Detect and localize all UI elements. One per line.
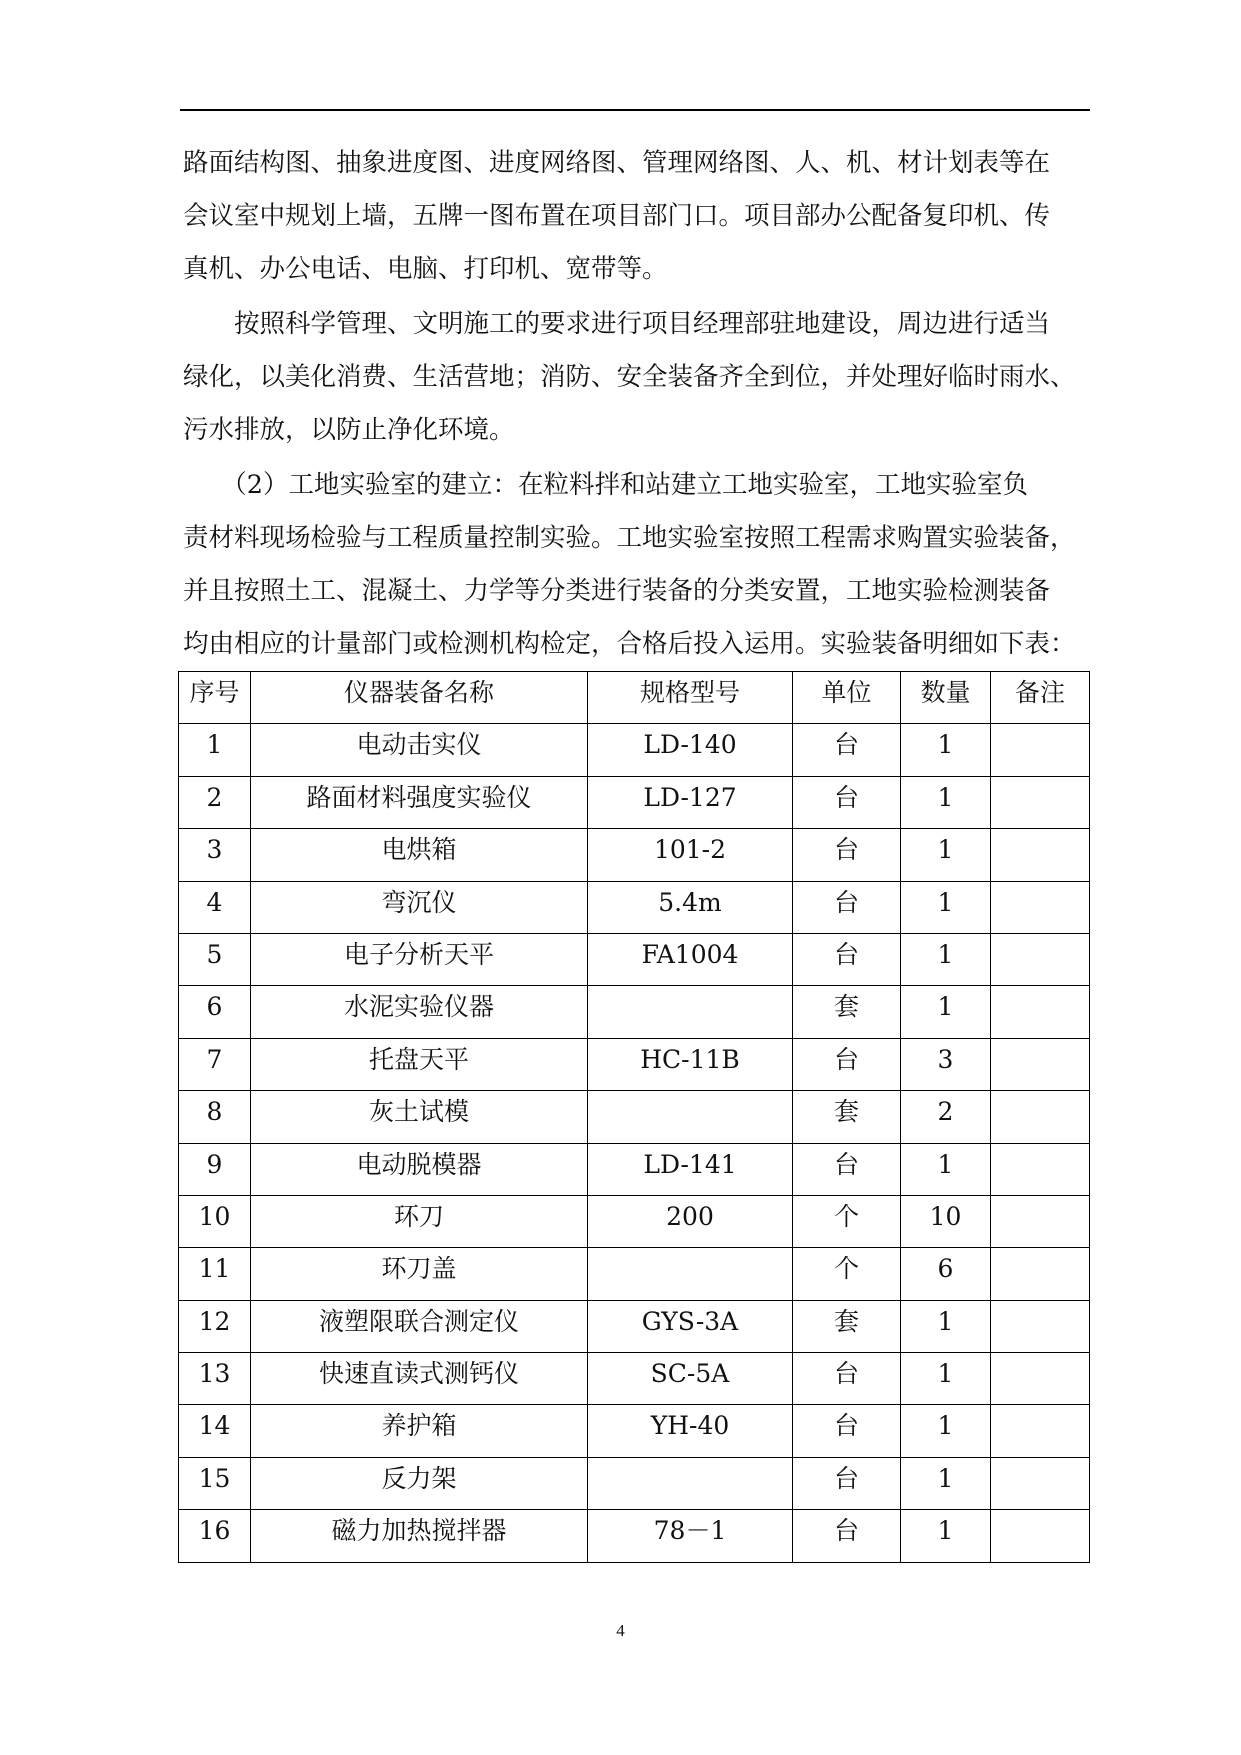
- header-qty: 数量: [901, 672, 991, 724]
- cell-qty: 1: [901, 881, 991, 933]
- cell-name: 灰土试模: [251, 1091, 588, 1143]
- cell-no: 8: [179, 1091, 251, 1143]
- cell-spec: [588, 1457, 793, 1509]
- paragraph-line: 均由相应的计量部门或检测机构检定，合格后投入运用。实验装备明细如下表：: [183, 629, 1076, 659]
- cell-name: 液塑限联合测定仪: [251, 1300, 588, 1352]
- cell-qty: 10: [901, 1195, 991, 1247]
- cell-note: [991, 986, 1090, 1038]
- cell-spec: [588, 1091, 793, 1143]
- cell-unit: 台: [793, 1038, 901, 1090]
- table-row: [179, 829, 1090, 881]
- cell-spec: LD-127: [588, 776, 793, 828]
- cell-name: 反力架: [251, 1457, 588, 1509]
- table-row: [179, 776, 1090, 828]
- cell-note: [991, 1300, 1090, 1352]
- cell-qty: 1: [901, 1510, 991, 1562]
- cell-name: 电动脱模器: [251, 1143, 588, 1195]
- cell-note: [991, 724, 1090, 776]
- cell-note: [991, 1457, 1090, 1509]
- cell-no: 12: [179, 1300, 251, 1352]
- table-row: [179, 1353, 1090, 1405]
- cell-spec: [588, 1248, 793, 1300]
- cell-no: 6: [179, 986, 251, 1038]
- cell-note: [991, 1353, 1090, 1405]
- paragraph-line: 会议室中规划上墙，五牌一图布置在项目部门口。项目部办公配备复印机、传: [183, 201, 1051, 231]
- cell-spec: LD-140: [588, 724, 793, 776]
- table-row: [179, 1405, 1090, 1457]
- cell-spec: 78－1: [588, 1510, 793, 1562]
- cell-unit: 套: [793, 986, 901, 1038]
- table-row: [179, 986, 1090, 1038]
- cell-spec: LD-141: [588, 1143, 793, 1195]
- cell-name: 托盘天平: [251, 1038, 588, 1090]
- cell-no: 10: [179, 1195, 251, 1247]
- cell-spec: GYS-3A: [588, 1300, 793, 1352]
- cell-spec: 200: [588, 1195, 793, 1247]
- cell-name: 路面材料强度实验仪: [251, 776, 588, 828]
- cell-qty: 2: [901, 1091, 991, 1143]
- cell-note: [991, 829, 1090, 881]
- table-row: [179, 1510, 1090, 1562]
- table-row: [179, 1038, 1090, 1090]
- cell-name: 水泥实验仪器: [251, 986, 588, 1038]
- cell-unit: 台: [793, 1405, 901, 1457]
- cell-note: [991, 1038, 1090, 1090]
- cell-unit: 台: [793, 933, 901, 985]
- paragraph-line: 责材料现场检验与工程质量控制实验。工地实验室按照工程需求购置实验装备，: [183, 523, 1076, 553]
- paragraph-1: [183, 137, 1088, 296]
- cell-no: 11: [179, 1248, 251, 1300]
- table-row: [179, 1143, 1090, 1195]
- table-row: [179, 1195, 1090, 1247]
- cell-note: [991, 1091, 1090, 1143]
- cell-no: 4: [179, 881, 251, 933]
- cell-qty: 1: [901, 1405, 991, 1457]
- cell-qty: 1: [901, 1300, 991, 1352]
- cell-note: [991, 881, 1090, 933]
- cell-unit: 台: [793, 1457, 901, 1509]
- paragraph-2: [183, 298, 1088, 457]
- paragraph-line: 污水排放，以防止净化环境。: [183, 415, 515, 445]
- cell-qty: 1: [901, 1457, 991, 1509]
- cell-note: [991, 933, 1090, 985]
- cell-no: 13: [179, 1353, 251, 1405]
- cell-unit: 套: [793, 1300, 901, 1352]
- table-row: [179, 1457, 1090, 1509]
- paragraph-line: （2）工地实验室的建立：在粒料拌和站建立工地实验室，工地实验室负: [183, 470, 1028, 500]
- cell-unit: 台: [793, 1143, 901, 1195]
- paragraph-line: 路面结构图、抽象进度图、进度网络图、管理网络图、人、机、材计划表等在: [183, 148, 1051, 178]
- paragraph-line: 按照科学管理、文明施工的要求进行项目经理部驻地建设，周边进行适当: [183, 309, 1051, 339]
- cell-no: 14: [179, 1405, 251, 1457]
- cell-name: 电动击实仪: [251, 724, 588, 776]
- cell-spec: FA1004: [588, 933, 793, 985]
- cell-no: 3: [179, 829, 251, 881]
- equipment-table: [178, 671, 1090, 1563]
- cell-name: 环刀盖: [251, 1248, 588, 1300]
- cell-note: [991, 1195, 1090, 1247]
- table-header-row: [179, 672, 1090, 724]
- cell-unit: 台: [793, 881, 901, 933]
- cell-name: 快速直读式测钙仪: [251, 1353, 588, 1405]
- paragraph-line: 真机、办公电话、电脑、打印机、宽带等。: [183, 254, 668, 284]
- cell-no: 5: [179, 933, 251, 985]
- cell-no: 1: [179, 724, 251, 776]
- cell-unit: 套: [793, 1091, 901, 1143]
- cell-unit: 个: [793, 1248, 901, 1300]
- cell-note: [991, 1510, 1090, 1562]
- cell-name: 磁力加热搅拌器: [251, 1510, 588, 1562]
- table-row: [179, 724, 1090, 776]
- paragraph-3: [183, 459, 1088, 671]
- cell-no: 16: [179, 1510, 251, 1562]
- cell-name: 弯沉仪: [251, 881, 588, 933]
- cell-qty: 1: [901, 829, 991, 881]
- cell-name: 养护箱: [251, 1405, 588, 1457]
- cell-qty: 1: [901, 1143, 991, 1195]
- table-row: [179, 881, 1090, 933]
- cell-qty: 1: [901, 933, 991, 985]
- cell-name: 电子分析天平: [251, 933, 588, 985]
- table-row: [179, 933, 1090, 985]
- table-row: [179, 1248, 1090, 1300]
- cell-qty: 1: [901, 776, 991, 828]
- cell-spec: YH-40: [588, 1405, 793, 1457]
- table-body: [179, 724, 1090, 1562]
- cell-note: [991, 1405, 1090, 1457]
- cell-qty: 1: [901, 986, 991, 1038]
- cell-qty: 1: [901, 1353, 991, 1405]
- cell-spec: 5.4m: [588, 881, 793, 933]
- cell-unit: 个: [793, 1195, 901, 1247]
- cell-name: 环刀: [251, 1195, 588, 1247]
- cell-note: [991, 1248, 1090, 1300]
- header-spec: 规格型号: [588, 672, 793, 724]
- table-row: [179, 1091, 1090, 1143]
- cell-no: 15: [179, 1457, 251, 1509]
- header-unit: 单位: [793, 672, 901, 724]
- cell-name: 电烘箱: [251, 829, 588, 881]
- cell-unit: 台: [793, 724, 901, 776]
- header-note: 备注: [991, 672, 1090, 724]
- cell-unit: 台: [793, 776, 901, 828]
- header-name: 仪器装备名称: [251, 672, 588, 724]
- paragraph-line: 并且按照土工、混凝土、力学等分类进行装备的分类安置，工地实验检测装备: [183, 576, 1051, 606]
- cell-spec: SC-5A: [588, 1353, 793, 1405]
- cell-no: 9: [179, 1143, 251, 1195]
- cell-unit: 台: [793, 1353, 901, 1405]
- cell-qty: 1: [901, 724, 991, 776]
- cell-note: [991, 1143, 1090, 1195]
- cell-no: 7: [179, 1038, 251, 1090]
- cell-unit: 台: [793, 829, 901, 881]
- paragraph-line: 绿化，以美化消费、生活营地；消防、安全装备齐全到位，并处理好临时雨水、: [183, 362, 1076, 392]
- table-row: [179, 1300, 1090, 1352]
- cell-no: 2: [179, 776, 251, 828]
- cell-spec: 101-2: [588, 829, 793, 881]
- cell-note: [991, 776, 1090, 828]
- page-number: 4: [616, 1621, 625, 1640]
- header-no: 序号: [179, 672, 251, 724]
- header-rule: [180, 109, 1090, 111]
- cell-spec: HC-11B: [588, 1038, 793, 1090]
- cell-spec: [588, 986, 793, 1038]
- cell-qty: 3: [901, 1038, 991, 1090]
- cell-unit: 台: [793, 1510, 901, 1562]
- cell-qty: 6: [901, 1248, 991, 1300]
